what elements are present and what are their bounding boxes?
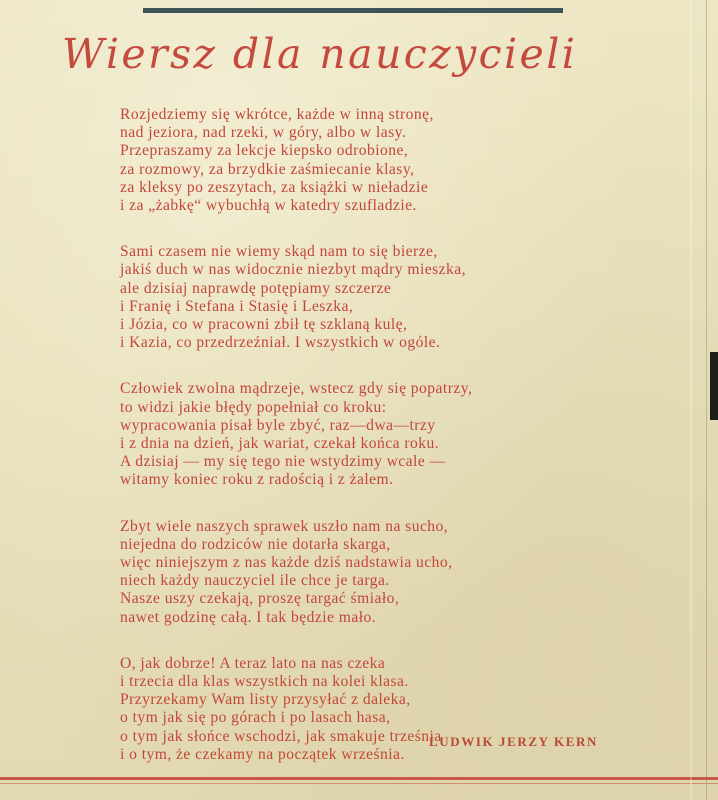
- stanza-1: [120, 106, 600, 215]
- author-signature: LUDWIK JERZY KERN: [428, 734, 598, 749]
- poem-line: ale dzisiaj naprawdę potępiamy szczerze: [120, 279, 392, 297]
- poem-line: Człowiek zwolna mądrzeje, wstecz gdy się popatrzy,: [120, 380, 473, 398]
- poem-line: i Kazia, co przedrzeźniał. I wszystkich w ogóle.: [120, 334, 441, 352]
- adjacent-column-block: [710, 352, 718, 420]
- poem-line: i za „żabkę“ wybuchłą w katedry szufladzie.: [120, 197, 417, 215]
- poem-line: za kleksy po zeszytach, za książki w nieładzie: [120, 178, 429, 196]
- poem-body: [120, 106, 600, 792]
- poem-line: za rozmowy, za brzydkie zaśmiecanie klasy,: [120, 160, 415, 178]
- stanza-3: [120, 380, 600, 489]
- poem-line: Sami czasem nie wiemy skąd nam to się bierze,: [120, 243, 438, 261]
- poem-line: jakiś duch w nas widocznie niezbyt mądry mieszka,: [120, 261, 466, 279]
- poem-title: Wiersz dla nauczycieli: [62, 30, 578, 78]
- stanza-4: [120, 518, 600, 627]
- poem-line: niejedna do rodziców nie dotarła skarga,: [120, 535, 391, 553]
- poem-line: nawet godzinę całą. I tak będzie mało.: [120, 608, 377, 626]
- top-rule: [143, 8, 563, 13]
- stanza-2: [120, 243, 600, 352]
- poem-line: Przepraszamy za lekcje kiepsko odrobione,: [120, 142, 409, 160]
- poem-line: o tym jak słońce wschodzi, jak smakuje trześnia: [120, 727, 442, 745]
- poem-line: Nasze uszy czekają, proszę targać śmiało,: [120, 590, 400, 608]
- poem-line: witamy koniec roku z radością i z żalem.: [120, 471, 394, 489]
- poem-line: Przyrzekamy Wam listy przysyłać z daleka,: [120, 691, 411, 709]
- adjacent-column-edge: [706, 0, 707, 800]
- poem-line: Zbyt wiele naszych sprawek uszło nam na sucho,: [120, 517, 449, 535]
- poem-line: i o tym, że czekamy na początek września.: [120, 745, 405, 763]
- poem-line: i trzecia dla klas wszystkich na kolei klasa.: [120, 673, 409, 691]
- poem-line: i Józia, co w pracowni zbił tę szklaną kulę,: [120, 316, 408, 334]
- poem-line: O, jak dobrze! A teraz lato na nas czeka: [120, 654, 386, 672]
- poem-line: Rozjedziemy się wkrótce, każde w inną stronę,: [120, 106, 434, 123]
- poem-line: i Franię i Stefana i Stasię i Leszka,: [120, 297, 354, 315]
- poem-line: o tym jak się po górach i po lasach hasa,: [120, 709, 391, 727]
- bottom-rule-thin: [0, 783, 718, 784]
- poem-line: więc niniejszym z nas każde dziś nadstawia ucho,: [120, 554, 453, 572]
- poem-line: A dzisiaj — my się tego nie wstydzimy wcale —: [120, 453, 446, 471]
- poem-line: nad jeziora, nad rzeki, w góry, albo w lasy.: [120, 124, 407, 142]
- poem-line: niech każdy nauczyciel ile chce je targa.: [120, 572, 390, 590]
- poem-line: wypracowania pisał byle zbyć, raz—dwa—trzy: [120, 416, 436, 434]
- poem-line: i z dnia na dzień, jak wariat, czekał końca roku.: [120, 435, 440, 453]
- paper-fold: [690, 0, 692, 800]
- bottom-rule: [0, 777, 718, 780]
- poem-line: to widzi jakie błędy popełniał co kroku:: [120, 398, 387, 416]
